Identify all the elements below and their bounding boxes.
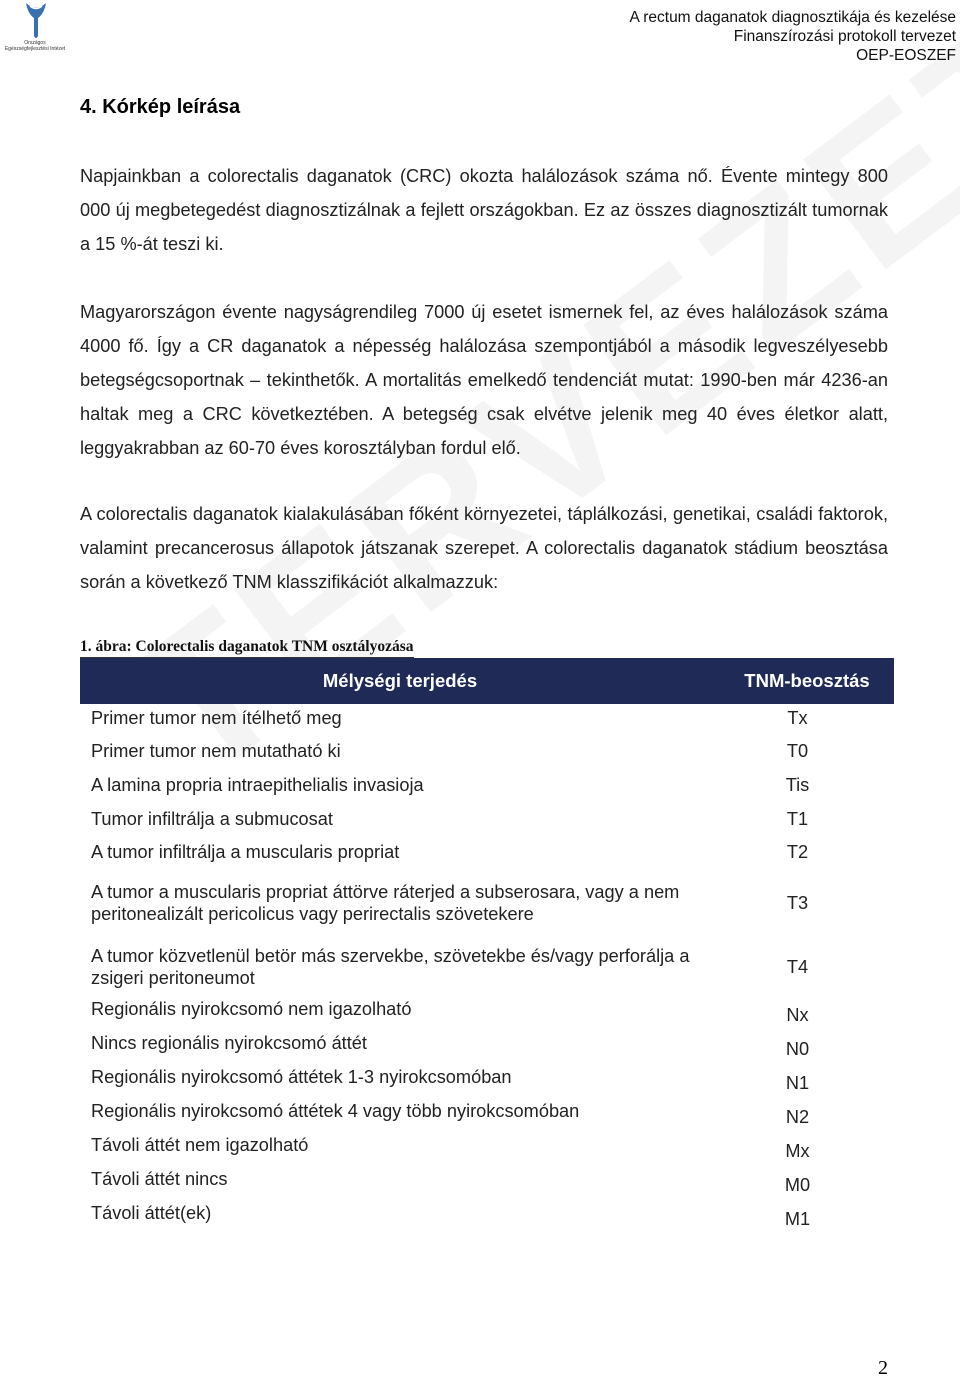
row-code: M0 — [784, 1175, 811, 1195]
row-desc: A lamina propria intraepithelialis invasioja — [91, 775, 424, 795]
row-desc: Regionális nyirokcsomó áttétek 1-3 nyirokcsomóban — [91, 1067, 512, 1087]
row-code: Nx — [786, 1005, 809, 1025]
row-code: T0 — [786, 741, 809, 761]
table-row — [80, 998, 894, 1032]
table-row — [80, 808, 894, 841]
row-desc: Primer tumor nem ítélhető meg — [91, 708, 342, 728]
row-code: Mx — [785, 1141, 810, 1161]
table-row — [80, 740, 894, 774]
running-header — [629, 8, 956, 65]
figure-caption: 1. ábra: Colorectalis daganatok TNM osztályozása — [80, 638, 414, 658]
row-code: N1 — [785, 1073, 810, 1093]
table-row — [80, 841, 894, 881]
paragraph: Magyarországon évente nagyságrendileg 7000 új esetet ismernek fel, az éves halálozások száma 4000 fő. Így a CR daganatok a népesség halálozása szempontjából a második legveszélyesebb betegségcsoportnak – tekinthetők. A mortalitás emelkedő tendenciát mutat: 1990-ben már 4236-an haltak meg a CRC következtében. A betegség csak elvétve jelenik meg 40 éves életkor alatt, leggyakrabban az 60-70 éves korosztályban fordul elő. — [80, 302, 888, 458]
tnm-table — [80, 658, 894, 1236]
table-row — [80, 1100, 894, 1134]
row-code: T4 — [786, 957, 809, 977]
section-title: 4. Kórkép leírása — [80, 96, 241, 118]
row-desc: Regionális nyirokcsomó áttétek 4 vagy több nyirokcsomóban — [91, 1101, 580, 1121]
row-desc: A tumor közvetlenül betör más szervekbe, szövetekbe és/vagy perforálja a zsigeri peritoneumot — [91, 946, 690, 988]
header-org: OEP-EOSZEF — [856, 47, 956, 64]
row-desc: Távoli áttét nincs — [91, 1169, 228, 1189]
row-code: Tx — [787, 708, 808, 728]
table-row — [80, 881, 894, 945]
row-code: Tis — [785, 775, 810, 795]
row-desc: Távoli áttét nem igazolható — [91, 1135, 309, 1155]
row-code: T1 — [786, 809, 809, 829]
table-row — [80, 707, 894, 740]
header-title: A rectum daganatok diagnosztikája és kezelése — [629, 9, 956, 26]
row-code: T3 — [786, 893, 809, 913]
row-desc: A tumor a muscularis propriat áttörve ráterjed a subserosara, vagy a nem peritonealizált pericolicus vagy perirectalis szövetekere — [91, 882, 680, 924]
table-header — [80, 658, 894, 704]
logo-text: Országos Egészségfejlesztési Intézet — [4, 40, 66, 52]
row-desc: A tumor infiltrálja a muscularis propriat — [91, 842, 400, 862]
table-row — [80, 774, 894, 808]
row-desc: Nincs regionális nyirokcsomó áttét — [91, 1033, 367, 1053]
header-code: TNM-beosztás — [744, 670, 870, 691]
table-row — [80, 1168, 894, 1202]
table-row — [80, 1202, 894, 1236]
table-row — [80, 1134, 894, 1168]
table-row — [80, 945, 894, 998]
paragraph: A colorectalis daganatok kialakulásában főként környezetei, táplálkozási, genetikai, családi faktorok, valamint precancerosus állapotok játszanak szerepet. A colorectalis daganatok stádium beosztása során a következő TNM klasszifikációt alkalmazzuk: — [80, 504, 888, 592]
row-code: N2 — [785, 1107, 810, 1127]
header-desc: Mélységi terjedés — [322, 670, 478, 691]
paragraph: Napjainkban a colorectalis daganatok (CRC) okozta halálozások száma nő. Évente mintegy 800 000 új megbetegedést diagnosztizálnak a fejlett országokban. Ez az összes diagnosztizált tumornak a 15 %-át teszi ki. — [80, 166, 888, 254]
row-code: N0 — [785, 1039, 810, 1059]
row-code: M1 — [784, 1209, 811, 1229]
row-desc: Távoli áttét(ek) — [91, 1203, 212, 1223]
table-row — [80, 1032, 894, 1066]
table-row — [80, 1066, 894, 1100]
row-desc: Regionális nyirokcsomó nem igazolható — [91, 999, 412, 1019]
row-desc: Tumor infiltrálja a submucosat — [91, 809, 333, 829]
row-desc: Primer tumor nem mutatható ki — [91, 741, 341, 761]
header-subtitle: Finanszírozási protokoll tervezet — [733, 28, 956, 45]
row-code: T2 — [786, 842, 809, 862]
institute-logo-icon — [4, 0, 68, 42]
page-number: 2 — [878, 1357, 888, 1379]
